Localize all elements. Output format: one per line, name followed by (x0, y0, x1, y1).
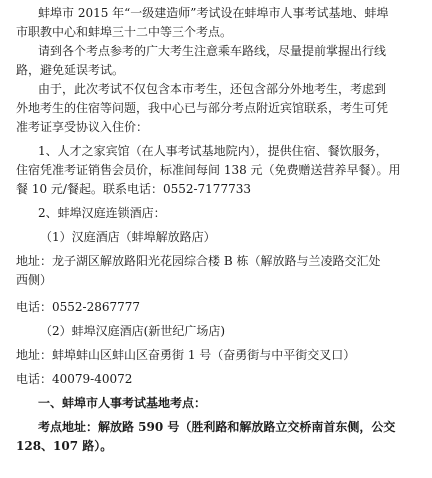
text-line-lodging-intro-cont: 外地考生的住宿等问题，我中心已与部分考点附近宾馆联系，考生可凭 (16, 101, 389, 115)
text-line-lodging-intro: 由于，此次考试不仅包含本市考生，还包含部分外地考生，考虑到 (38, 82, 387, 96)
text-line-branch-2-address: 地址：蚌埠蚌山区蚌山区奋勇街 1 号（奋勇街与中平街交叉口） (16, 348, 356, 362)
text-line-branch-1-phone: 电话：0552-2867777 (16, 300, 141, 314)
text-line-branch-1-address: 地址：龙子湖区解放路阳光花园综合楼 B 栋（解放路与兰凌路交汇处 (16, 254, 381, 268)
text-line-hotel-2: 2、蚌埠汉庭连锁酒店： (38, 206, 166, 220)
text-line-branch-1-address-cont: 西侧） (16, 273, 53, 287)
text-line-lodging-intro-end: 准考证享受协议入住价： (16, 120, 149, 134)
text-line-route-notice-cont: 路，避免延误考试。 (16, 63, 125, 77)
text-line-hotel-1-phone: 餐 10 元/餐起。联系电话：0552-7177733 (16, 182, 251, 196)
section-heading-exam-base: 一、蚌埠市人事考试基地考点： (38, 396, 207, 410)
text-line-exam-site-address: 考点地址：解放路 590 号（胜利路和解放路立交桥南首东侧，公交 (38, 420, 396, 434)
text-line-hotel-1-price: 住宿凭准考证销售会员价，标准间每间 138 元（免费赠送营养早餐）。用 (16, 163, 401, 177)
text-line-branch-2-phone: 电话：40079-40072 (16, 372, 133, 386)
text-line-exam-site-address-cont: 128、107 路）。 (16, 439, 113, 453)
text-line-hotel-2-branch-2: （2）蚌埠汉庭酒店(新世纪广场店) (40, 324, 225, 338)
text-line-exam-intro-cont: 市职教中心和蚌埠三十二中等三个考点。 (16, 25, 233, 39)
text-line-route-notice: 请到各个考点参考的广大考生注意乘车路线，尽量提前掌握出行线 (38, 44, 387, 58)
text-line-hotel-2-branch-1: （1）汉庭酒店（蚌埠解放路店） (40, 230, 216, 244)
text-line-hotel-1: 1、人才之家宾馆（在人事考试基地院内），提供住宿、餐饮服务， (38, 144, 388, 158)
text-line-exam-intro: 蚌埠市 2015 年“一级建造师”考试设在蚌埠市人事考试基地、蚌埠 (38, 6, 389, 20)
